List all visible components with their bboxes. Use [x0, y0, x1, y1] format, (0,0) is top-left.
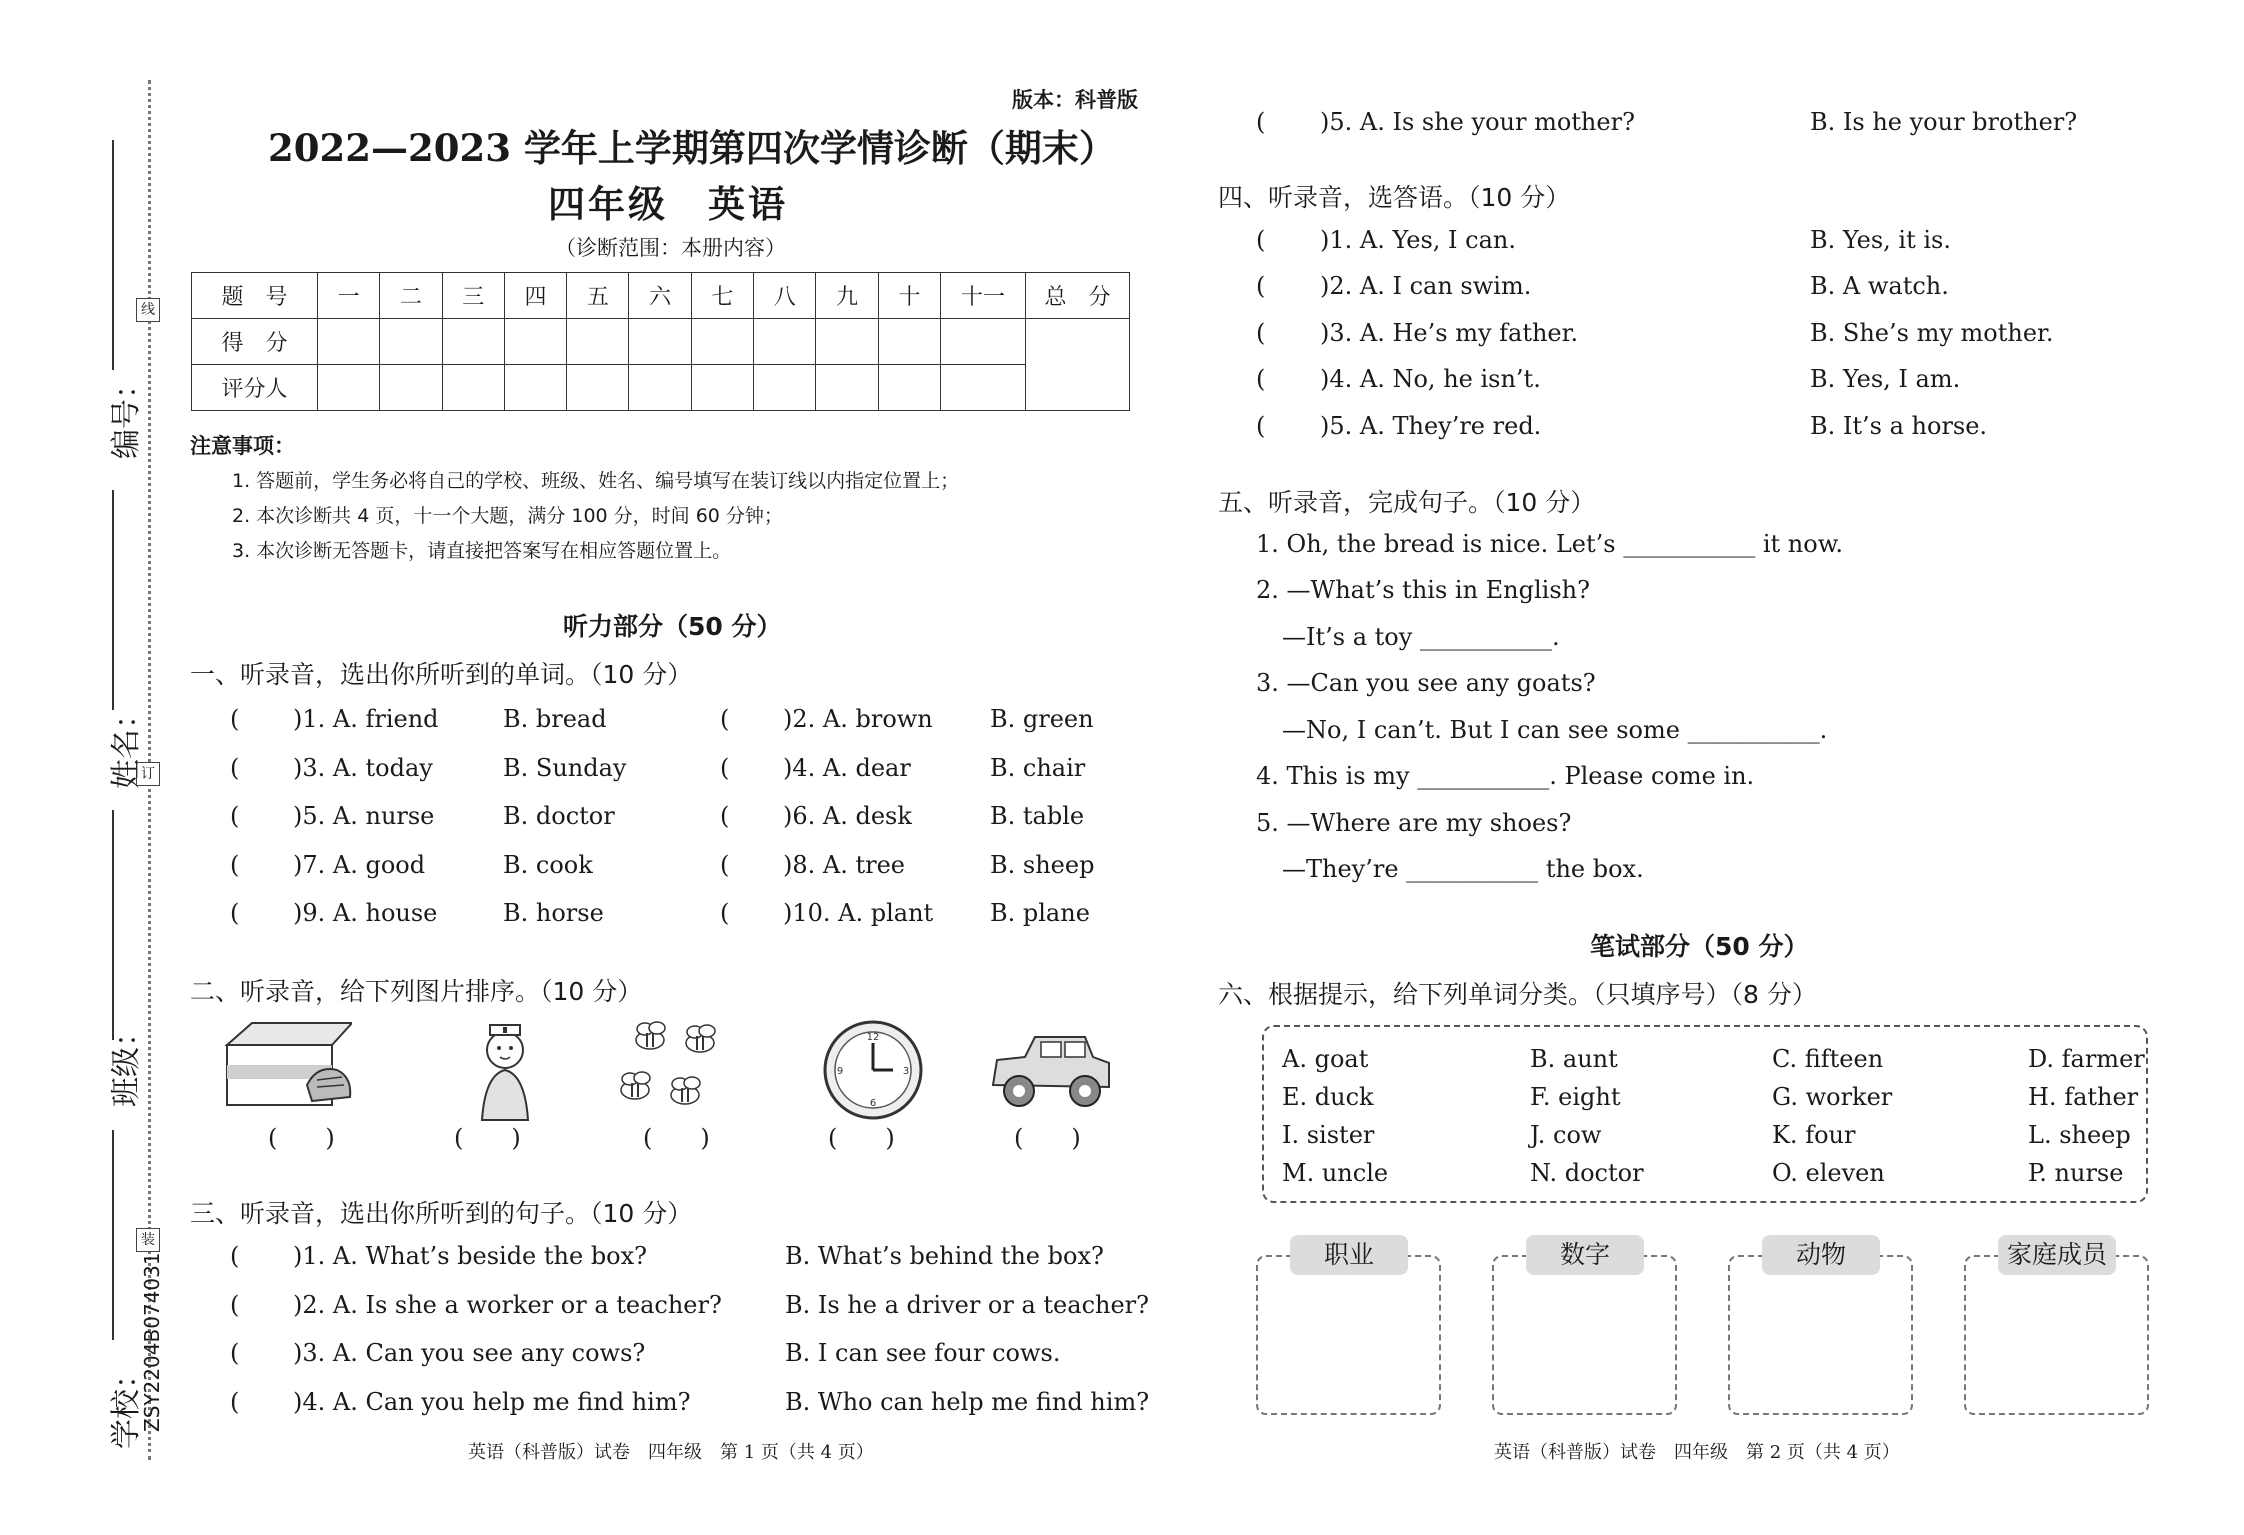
order-blank[interactable]: ( ) — [643, 1124, 710, 1152]
name-label: 姓名： — [109, 699, 144, 789]
word-bank — [1262, 1025, 2148, 1203]
exam-scope: （诊断范围：本册内容） — [555, 236, 786, 260]
word-item: C. fifteen — [1772, 1045, 1884, 1073]
score-head-cell: 六 — [629, 273, 691, 319]
answer-paren[interactable]: ( — [720, 899, 730, 927]
word-item: J. cow — [1530, 1121, 1602, 1149]
category-box-family[interactable] — [1964, 1240, 2149, 1415]
answer-paren[interactable]: ( — [230, 899, 240, 927]
fill-blank[interactable]: ___________ — [1623, 530, 1756, 558]
answer-paren[interactable]: ( — [720, 705, 730, 733]
order-blank[interactable]: ( ) — [828, 1124, 895, 1152]
question-option-b: B. sheep — [990, 851, 1095, 879]
category-label: 数字 — [1526, 1235, 1644, 1275]
question-option-b: B. cook — [503, 851, 593, 879]
grader-cell[interactable] — [691, 365, 753, 411]
question-option-a: )4. A. Can you help me find him? — [293, 1388, 691, 1416]
writing-header: 笔试部分（50 分） — [1590, 932, 1809, 961]
score-head-cell: 七 — [691, 273, 753, 319]
answer-paren[interactable]: ( — [1256, 319, 1266, 347]
answer-paren[interactable]: ( — [230, 754, 240, 782]
fill-blank[interactable]: ___________ — [1406, 855, 1539, 883]
category-box-occupation[interactable] — [1256, 1240, 1441, 1415]
grader-cell[interactable] — [629, 365, 691, 411]
order-blank[interactable]: ( ) — [454, 1124, 521, 1152]
answer-paren[interactable]: ( — [230, 1339, 240, 1367]
score-head-cell: 三 — [442, 273, 504, 319]
score-head-cell: 十 — [878, 273, 940, 319]
score-cell[interactable] — [691, 319, 753, 365]
question-option-b: B. Is he a driver or a teacher? — [785, 1291, 1150, 1319]
answer-paren[interactable]: ( — [230, 1291, 240, 1319]
word-item: O. eleven — [1772, 1159, 1885, 1187]
question-option-b: B. Who can help me find him? — [785, 1388, 1150, 1416]
word-item: H. father — [2028, 1083, 2139, 1111]
binding-margin — [0, 0, 170, 1535]
svg-text:3: 3 — [902, 1066, 910, 1077]
question-option-a: )1. A. friend — [293, 705, 439, 733]
answer-paren[interactable]: ( — [230, 1242, 240, 1270]
total-score-cell[interactable] — [1026, 319, 1130, 411]
word-item: L. sheep — [2028, 1121, 2131, 1149]
word-item: G. worker — [1772, 1083, 1893, 1111]
grader-cell[interactable] — [878, 365, 940, 411]
order-blank[interactable]: ( ) — [1014, 1124, 1081, 1152]
question-option-a: )5. A. They’re red. — [1320, 412, 1542, 440]
binding-mark-ding: 订 — [136, 762, 160, 786]
fill-blank[interactable]: ___________ — [1417, 762, 1550, 790]
school-label: 学校： — [109, 1359, 144, 1449]
answer-paren[interactable]: ( — [1256, 272, 1266, 300]
score-cell[interactable] — [629, 319, 691, 365]
grader-cell[interactable] — [754, 365, 816, 411]
question-option-b: B. Is he your brother? — [1810, 108, 2078, 136]
word-item: B. aunt — [1530, 1045, 1618, 1073]
grader-cell[interactable] — [941, 365, 1026, 411]
question-option-b: B. chair — [990, 754, 1086, 782]
category-label: 职业 — [1290, 1235, 1408, 1275]
listening-header: 听力部分（50 分） — [563, 612, 782, 641]
word-item: F. eight — [1530, 1083, 1621, 1111]
section-4-title: 四、听录音，选答语。（10 分） — [1218, 183, 1571, 212]
answer-paren[interactable]: ( — [720, 851, 730, 879]
grader-cell[interactable] — [380, 365, 442, 411]
score-table-grader-row — [192, 365, 1130, 411]
question-option-b: B. She’s my mother. — [1810, 319, 2054, 347]
school-line[interactable] — [112, 1130, 114, 1340]
exam-subtitle: 四年级 英语 — [548, 183, 788, 226]
fill-blank[interactable]: ___________ — [1687, 716, 1820, 744]
grader-cell[interactable] — [567, 365, 629, 411]
question-option-a: )3. A. He’s my father. — [1320, 319, 1579, 347]
category-label: 家庭成员 — [1998, 1235, 2116, 1275]
word-item: E. duck — [1282, 1083, 1374, 1111]
name-line[interactable] — [112, 490, 114, 710]
category-label: 动物 — [1762, 1235, 1880, 1275]
question-option-a: )4. A. dear — [783, 754, 911, 782]
sentence-text: the box. — [1545, 855, 1644, 883]
score-cell[interactable] — [816, 319, 878, 365]
notes-title: 注意事项： — [190, 434, 295, 458]
score-cell[interactable] — [504, 319, 566, 365]
word-item: K. four — [1772, 1121, 1856, 1149]
answer-paren[interactable]: ( — [230, 851, 240, 879]
question-option-a: )10. A. plant — [783, 899, 934, 927]
question-option-b: B. Yes, I am. — [1810, 365, 1961, 393]
binding-mark-line: 线 — [136, 298, 160, 322]
binding-mark-zhuang: 装 — [136, 1228, 160, 1252]
score-table-header-row — [192, 273, 1130, 319]
sentence-text: —They’re — [1282, 855, 1399, 883]
question-option-a: )5. A. Is she your mother? — [1320, 108, 1635, 136]
nurse-picture — [440, 1015, 570, 1125]
question-option-b: B. I can see four cows. — [785, 1339, 1061, 1367]
score-head-cell: 总 分 — [1026, 273, 1130, 319]
section-6-title: 六、根据提示，给下列单词分类。（只填序号）（8 分） — [1218, 980, 1817, 1009]
score-row-label: 得 分 — [192, 319, 318, 365]
number-line[interactable] — [112, 140, 114, 370]
svg-text:12: 12 — [866, 1032, 880, 1043]
clock-picture — [808, 1015, 938, 1125]
question-option-a: )8. A. tree — [783, 851, 906, 879]
question-option-b: B. bread — [503, 705, 607, 733]
note-item: 2. 本次诊断共 4 页，十一个大题，满分 100 分，时间 60 分钟； — [232, 505, 783, 527]
sentence-text: 2. —What’s this in English? — [1256, 576, 1590, 604]
sentence-text: 3. —Can you see any goats? — [1256, 669, 1596, 697]
question-option-b: B. horse — [503, 899, 604, 927]
score-cell[interactable] — [941, 319, 1026, 365]
question-option-a: )5. A. nurse — [293, 802, 435, 830]
sentence-text: it now. — [1762, 530, 1844, 558]
answer-paren[interactable]: ( — [1256, 412, 1266, 440]
score-table — [191, 272, 1130, 411]
score-head-cell: 题 号 — [192, 273, 318, 319]
sentence-text: —No, I can’t. But I can see some — [1282, 716, 1680, 744]
word-item: M. uncle — [1282, 1159, 1389, 1187]
question-option-b: B. It’s a horse. — [1810, 412, 1988, 440]
sentence-text: . Please come in. — [1549, 762, 1755, 790]
answer-paren[interactable]: ( — [1256, 226, 1266, 254]
answer-paren[interactable]: ( — [230, 1388, 240, 1416]
question-option-a: )2. A. Is she a worker or a teacher? — [293, 1291, 722, 1319]
question-option-a: )7. A. good — [293, 851, 426, 879]
paper-code: ZSY2204B074031 — [140, 1252, 164, 1432]
grader-cell[interactable] — [442, 365, 504, 411]
score-cell[interactable] — [318, 319, 380, 365]
question-option-b: B. plane — [990, 899, 1090, 927]
word-item: D. farmer — [2028, 1045, 2145, 1073]
question-option-a: )2. A. I can swim. — [1320, 272, 1532, 300]
word-item: I. sister — [1282, 1121, 1375, 1149]
word-item: P. nurse — [2028, 1159, 2124, 1187]
svg-text:6: 6 — [869, 1098, 877, 1109]
question-option-a: )4. A. No, he isn’t. — [1320, 365, 1541, 393]
note-item: 3. 本次诊断无答题卡，请直接把答案写在相应答题位置上。 — [232, 540, 732, 562]
score-head-cell: 二 — [380, 273, 442, 319]
class-label: 班级： — [109, 1017, 144, 1107]
number-label: 编号： — [109, 369, 144, 459]
score-head-cell: 八 — [754, 273, 816, 319]
jeep-picture — [985, 1015, 1115, 1125]
question-option-a: )3. A. Can you see any cows? — [293, 1339, 646, 1367]
score-cell[interactable] — [442, 319, 504, 365]
question-option-a: )1. A. What’s beside the box? — [293, 1242, 648, 1270]
fill-blank[interactable]: ___________ — [1419, 623, 1552, 651]
note-item: 1. 答题前，学生务必将自己的学校、班级、姓名、编号填写在装订线以内指定位置上； — [232, 470, 960, 492]
question-option-a: )6. A. desk — [783, 802, 912, 830]
score-cell[interactable] — [567, 319, 629, 365]
question-option-b: B. green — [990, 705, 1094, 733]
question-option-a: )2. A. brown — [783, 705, 933, 733]
question-option-b: B. Yes, it is. — [1810, 226, 1951, 254]
footer-page-1: 英语（科普版）试卷 四年级 第 1 页（共 4 页） — [468, 1442, 874, 1463]
answer-paren[interactable]: ( — [1256, 365, 1266, 393]
sentence-text: . — [1551, 623, 1560, 651]
grader-cell[interactable] — [318, 365, 380, 411]
question-option-b: B. What’s behind the box? — [785, 1242, 1104, 1270]
score-cell[interactable] — [754, 319, 816, 365]
score-head-cell: 五 — [567, 273, 629, 319]
answer-paren[interactable]: ( — [230, 705, 240, 733]
question-option-b: B. table — [990, 802, 1085, 830]
class-line[interactable] — [112, 810, 114, 1040]
section-3-title: 三、听录音，选出你所听到的句子。（10 分） — [190, 1199, 693, 1228]
question-option-b: B. doctor — [503, 802, 615, 830]
grader-cell[interactable] — [504, 365, 566, 411]
answer-paren[interactable]: ( — [720, 754, 730, 782]
word-item: N. doctor — [1530, 1159, 1644, 1187]
score-head-cell: 一 — [318, 273, 380, 319]
sentence-text: . — [1819, 716, 1828, 744]
score-head-cell: 四 — [504, 273, 566, 319]
grader-cell[interactable] — [816, 365, 878, 411]
question-option-b: B. Sunday — [503, 754, 627, 782]
question-option-a: )3. A. today — [293, 754, 433, 782]
grader-row-label: 评分人 — [192, 365, 318, 411]
box-and-shoes-picture — [222, 1015, 352, 1125]
svg-text:9: 9 — [836, 1066, 844, 1077]
edition-label: 版本：科普版 — [1012, 88, 1138, 112]
bees-picture — [605, 1015, 735, 1125]
sentence-text: —It’s a toy — [1282, 623, 1413, 651]
sentence-text: 1. Oh, the bread is nice. Let’s — [1256, 530, 1616, 558]
category-box-numbers[interactable] — [1492, 1240, 1677, 1415]
footer-page-2: 英语（科普版）试卷 四年级 第 2 页（共 4 页） — [1494, 1442, 1900, 1463]
word-item: A. goat — [1282, 1045, 1369, 1073]
answer-paren[interactable]: ( — [720, 802, 730, 830]
score-head-cell: 九 — [816, 273, 878, 319]
category-box-animals[interactable] — [1728, 1240, 1913, 1415]
section-1-title: 一、听录音，选出你所听到的单词。（10 分） — [190, 660, 693, 689]
score-cell[interactable] — [878, 319, 940, 365]
sentence-text: 5. —Where are my shoes? — [1256, 809, 1572, 837]
answer-paren[interactable]: ( — [230, 802, 240, 830]
score-cell[interactable] — [380, 319, 442, 365]
question-option-a: )9. A. house — [293, 899, 438, 927]
sentence-text: 4. This is my — [1256, 762, 1410, 790]
score-head-cell: 十一 — [941, 273, 1026, 319]
question-option-a: )1. A. Yes, I can. — [1320, 226, 1516, 254]
section-5-title: 五、听录音，完成句子。（10 分） — [1218, 488, 1596, 517]
answer-paren[interactable]: ( — [1256, 108, 1266, 136]
order-blank[interactable]: ( ) — [268, 1124, 335, 1152]
section-2-title: 二、听录音，给下列图片排序。（10 分） — [190, 977, 643, 1006]
score-table-score-row — [192, 319, 1130, 365]
question-option-b: B. A watch. — [1810, 272, 1949, 300]
exam-title: 2022—2023 学年上学期第四次学情诊断（期末） — [268, 126, 1116, 170]
